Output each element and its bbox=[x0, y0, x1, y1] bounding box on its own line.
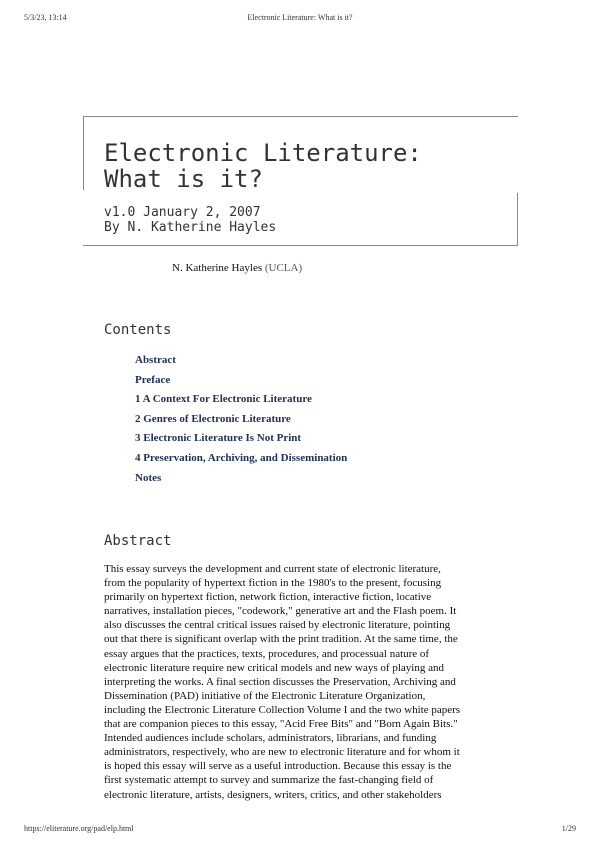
abstract-line: This essay surveys the development and current state of electronic literature, bbox=[104, 563, 441, 575]
author-institution-link[interactable]: (UCLA) bbox=[264, 262, 303, 274]
abstract-line: that are companion pieces to this essay, "Acid Free Bits" and "Born Again Bits." bbox=[104, 718, 458, 731]
title-box-top-rule bbox=[83, 116, 518, 117]
title-box-right-rule bbox=[517, 193, 518, 245]
abstract-heading: Abstract bbox=[104, 533, 172, 549]
abstract-line: out that there is significant overlap with the print tradition. At the same time, the bbox=[104, 633, 458, 646]
toc-link-genres[interactable]: 2 Genres of Electronic Literature bbox=[135, 412, 291, 425]
author-line bbox=[172, 262, 302, 274]
abstract-line: electronic literature require new critical models and new ways of playing and bbox=[104, 661, 444, 674]
title-box-left-rule bbox=[83, 116, 84, 190]
toc-link-notes[interactable]: Notes bbox=[135, 471, 162, 484]
abstract-line: essay argues that the practices, texts, procedures, and processual nature of bbox=[104, 647, 430, 660]
abstract-line: from the popularity of hypertext fiction in the 1980's to the present, focusing bbox=[104, 577, 442, 590]
abstract-line: narratives, installation pieces, "codework," generative art and the Flash poem. It bbox=[104, 605, 457, 618]
toc-link-context[interactable]: 1 A Context For Electronic Literature bbox=[135, 393, 312, 406]
abstract-line: Dissemination (PAD) initiative of the Electronic Literature Organization, bbox=[104, 689, 426, 702]
abstract-line: is hoped this essay will serve as a useful introduction. Because this essay is the bbox=[104, 760, 452, 773]
author-name: N. Katherine Hayles bbox=[172, 262, 263, 274]
abstract-line: interpreting the works. A final section discusses the Preservation, Archiving and bbox=[104, 675, 456, 688]
toc-link-preface[interactable]: Preface bbox=[135, 373, 171, 386]
table-of-contents bbox=[135, 351, 347, 488]
abstract-line: also discusses the central critical issues raised by electronic literature, pointing bbox=[104, 619, 451, 632]
version-byline: v1.0 January 2, 2007 By N. Katherine Hayles bbox=[104, 205, 277, 235]
title-box-bottom-rule bbox=[83, 245, 518, 246]
abstract-line: electronic literature, artists, designers, writers, critics, and other stakeholders bbox=[104, 788, 442, 801]
abstract-line: Intended audiences include scholars, administrators, librarians, and funding bbox=[104, 732, 437, 745]
document-title: Electronic Literature: What is it? bbox=[104, 139, 422, 193]
toc-link-preservation[interactable]: 4 Preservation, Archiving, and Dissemination bbox=[135, 451, 348, 464]
toc-link-abstract[interactable]: Abstract bbox=[135, 354, 176, 366]
abstract-line: first systematic attempt to survey and summarize the fast-changing field of bbox=[104, 774, 434, 787]
print-url: https://eliterature.org/pad/elp.html bbox=[24, 824, 134, 833]
abstract-line: including the Electronic Literature Collection Volume I and the two white papers bbox=[104, 703, 461, 716]
print-timestamp: 5/3/23, 13:14 bbox=[24, 13, 67, 22]
page-number: 1/29 bbox=[561, 824, 576, 833]
abstract-line: primarily on hypertext fiction, network fiction, interactive fiction, locative bbox=[104, 591, 432, 604]
abstract-line: administrators, respectively, who are new to electronic literature and for whom it bbox=[104, 746, 460, 759]
contents-heading: Contents bbox=[104, 322, 172, 338]
toc-link-not-print[interactable]: 3 Electronic Literature Is Not Print bbox=[135, 432, 302, 445]
abstract-paragraph bbox=[104, 562, 519, 802]
print-page-title: Electronic Literature: What is it? bbox=[247, 13, 353, 22]
